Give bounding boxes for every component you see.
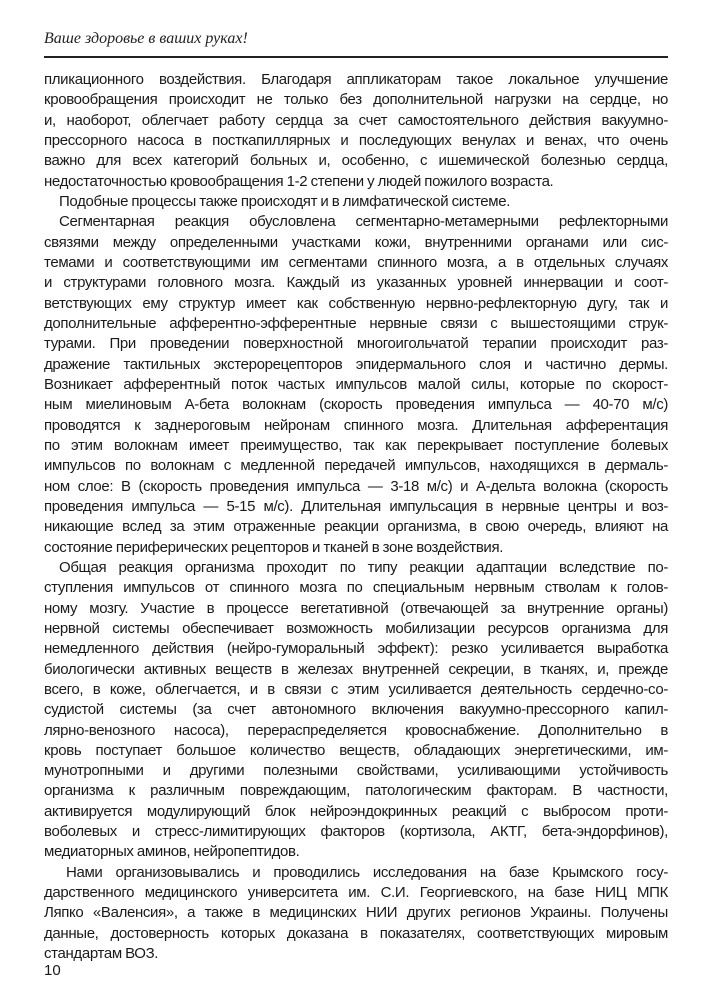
text-line: кровообращения происходит не только без дополнительной нагрузки на сердце, но <box>44 91 668 109</box>
text-line: лярно-венозного насоса), перераспределяется кровоснабжение. Дополнительно в <box>44 721 668 739</box>
text-line: Нами организовывались и проводились исследования на базе Крымского госу- <box>66 863 668 881</box>
text-line: мунотропными и другими полезными свойствами, усиливающими устойчивость <box>44 762 668 780</box>
text-line: пликационного воздействия. Благодаря аппликаторам такое локальное улучшение <box>44 71 668 88</box>
text-line: дополнительные афферентно-эфферентные нервные связи с вышестоящими струк- <box>44 314 668 332</box>
text-line: стандартам ВОЗ. <box>44 945 159 963</box>
text-line: Возникает афферентный поток частых импульсов малой силы, которые по скорост- <box>44 375 668 393</box>
text-line: состояние периферических рецепторов и тканей в зоне воздействия. <box>44 538 504 556</box>
text-line: медиаторных аминов, нейропептидов. <box>44 843 300 861</box>
paragraph <box>44 863 668 965</box>
text-line: прессорного насоса в посткапиллярных и последующих венулах и венах, что очень <box>44 131 668 149</box>
text-line: немедленного действия (нейро-гуморальный эффект): резко усиливается выработка <box>44 640 668 658</box>
text-line: судистой системы (за счет автономного включения вакуумно-прессорного капил- <box>44 701 668 719</box>
text-line: и, наоборот, облегчает работу сердца за счет самостоятельного действия вакуумно- <box>44 111 668 129</box>
text-line: темами и соответствующими им сегментами спинного мозга, а в отдельных случаях <box>44 253 668 271</box>
text-line: Общая реакция организма проходит по типу реакции адаптации вследствие по- <box>59 558 668 576</box>
text-line: кровь поступает большое количество веществ, обладающих энергетическими, им- <box>44 741 668 759</box>
text-line: организма к различным повреждающим, патологическим факторам. В частности, <box>44 782 668 800</box>
text-line: связями между определенными участками кожи, внутренними органами или сис- <box>44 233 668 251</box>
text-line: воболевых и стресс-лимитирующих факторов (кортизола, АКТГ, бета-эндорфинов), <box>44 823 668 841</box>
text-line: нервной системы обеспечивает возможность мобилизации ресурсов организма для <box>44 619 668 637</box>
text-line: всего, в коже, облегчается, и в связи с этим усиливается деятельность сердечно-со- <box>44 680 668 698</box>
paragraph <box>44 192 668 212</box>
text-line: проводятся к заднероговым нейронам спинного мозга. Длительная афферентация <box>44 416 668 434</box>
page-number: 10 <box>44 962 61 979</box>
text-line: Сегментарная реакция обусловлена сегментарно-метамерными рефлекторными <box>59 213 668 231</box>
text-line: активируется модулирующий блок нейроэндокринных реакций с выбросом проти- <box>44 802 668 820</box>
text-line: дарственного медицинского университета им. С.И. Георгиевского, на базе НИЦ МПК <box>44 884 668 902</box>
text-line: ному мозгу. Участие в процессе вегетативной (отвечающей за внутренние органы) <box>44 599 668 617</box>
text-line: импульсов по волокнам с медленной передачей импульсов, находящихся в дермаль- <box>44 457 668 475</box>
text-line: и структурами головного мозга. Каждый из указанных уровней иннервации и соот- <box>44 274 668 292</box>
text-line: ветствующих ему структур имеет как собственную нервно-рефлекторную дугу, так и <box>44 294 668 312</box>
text-line: проведения импульса — 5-15 м/с). Длительная импульсация в нервные центры и воз- <box>44 497 668 515</box>
text-line: биологически активных веществ в железах внутренней секреции, в тканях, и, прежде <box>44 660 668 678</box>
text-line: Подобные процессы также происходят и в лимфатической системе. <box>59 192 511 210</box>
text-line: ном слое: В (скорость проведения импульса — 3-18 м/с) и А-дельта волокна (скорость <box>44 477 668 495</box>
text-line: важно для всех категорий больных и, особенно, с ишемической болезнью сердца, <box>44 152 668 170</box>
text-line: дражение тактильных экстерорецепторов эпидермального слоя и частично дермы. <box>44 355 668 373</box>
paragraph <box>44 70 668 192</box>
text-line: Ляпко «Валенсия», а также в медицинских НИИ других регионов Украины. Получены <box>44 904 668 922</box>
text-line: ным миелиновым А-бета волокнам (скорость проведения импульса — 40-70 м/с) <box>44 396 668 414</box>
paragraph <box>44 212 668 558</box>
text-line: по этим волокнам имеет преимущество, так как перекрывает поступление болевых <box>44 436 668 454</box>
paragraph <box>44 558 668 863</box>
header-rule <box>44 56 668 58</box>
text-line: данные, достоверность которых доказана в показателях, соответствующих мировым <box>44 924 668 942</box>
text-line: турами. При проведении поверхностной многоигольчатой терапии происходит раз- <box>44 335 668 353</box>
running-header-title: Ваше здоровье в ваших руках! <box>44 30 248 47</box>
text-line: никающие вслед за этим отраженные реакции организма, в свою очередь, влияют на <box>44 518 668 536</box>
page-body-text <box>44 70 668 964</box>
text-line: ступления импульсов от спинного мозга по специальным нервным стволам к голов- <box>44 579 668 597</box>
text-line: недостаточностью кровообращения 1-2 степени у людей пожилого возраста. <box>44 172 554 190</box>
